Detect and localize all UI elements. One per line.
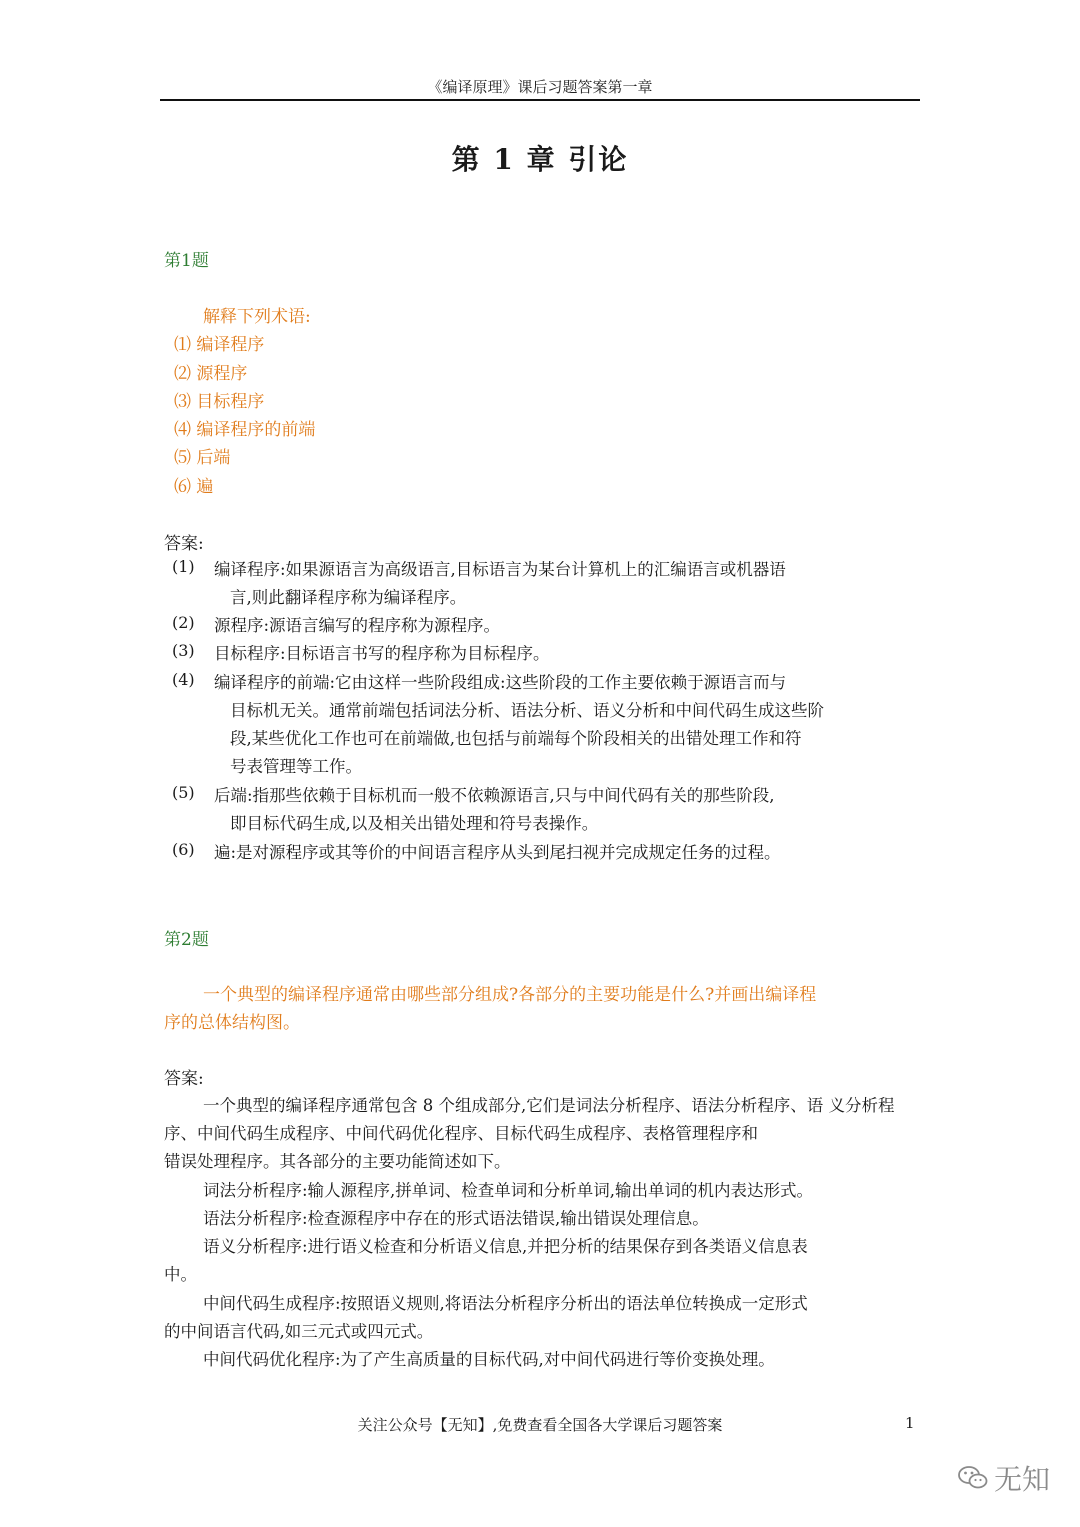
q1-term: ⑴ 编译程序: [174, 335, 265, 355]
q1-term: ⑵ 源程序: [174, 364, 248, 384]
answer-line: 即目标代码生成,以及相关出错处理和符号表操作。: [230, 814, 599, 833]
q1-prompt: 解释下列术语:: [203, 307, 311, 327]
q1-answer-label: 答案:: [164, 534, 204, 554]
answer-line: 后端:指那些依赖于目标机而一般不依赖源语言,只与中间代码有关的那些阶段,: [214, 786, 775, 805]
answer-line: 编译程序:如果源语言为高级语言,目标语言为某台计算机上的汇编语言或机器语: [214, 560, 786, 579]
answer-number: (1): [172, 557, 195, 576]
body-line: 语义分析程序:进行语义检查和分析语义信息,并把分析的结果保存到各类语义信息表: [203, 1237, 808, 1256]
answer-line: 编译程序的前端:它由这样一些阶段组成:这些阶段的工作主要依赖于源语言而与: [214, 673, 787, 692]
answer-number: (6): [172, 840, 195, 859]
q1-term: ⑹ 遍: [174, 477, 214, 497]
answer-number: (4): [172, 670, 195, 689]
answer-line: 遍:是对源程序或其等价的中间语言程序从头到尾扫视并完成规定任务的过程。: [214, 843, 781, 862]
answer-line: 目标机无关。通常前端包括词法分析、语法分析、语义分析和中间代码生成这些阶: [230, 701, 824, 720]
q1-term: ⑷ 编译程序的前端: [174, 420, 316, 440]
body-line: 一个典型的编译程序通常包含 8 个组成部分,它们是词法分析程序、语法分析程序、语 义分析程: [203, 1096, 895, 1115]
footer-text: 关注公众号【无知】,免费查看全国各大学课后习题答案: [357, 1416, 723, 1434]
answer-line: 目标程序:目标语言书写的程序称为目标程序。: [214, 644, 550, 663]
running-header: 《编译原理》课后习题答案第一章: [427, 78, 653, 96]
q2-prompt-line: 序的总体结构图。: [164, 1013, 300, 1033]
answer-line: 段,某些优化工作也可在前端做,也包括与前端每个阶段相关的出错处理工作和符: [230, 729, 802, 748]
wechat-icon: [958, 1465, 988, 1491]
body-line: 中。: [164, 1265, 197, 1284]
body-line: 序、中间代码生成程序、中间代码优化程序、目标代码生成程序、表格管理程序和: [164, 1124, 758, 1143]
q1-term: ⑶ 目标程序: [174, 392, 265, 412]
q1-term: ⑸ 后端: [174, 448, 231, 468]
q2-prompt-line: 一个典型的编译程序通常由哪些部分组成?各部分的主要功能是什么?并画出编译程: [203, 985, 817, 1005]
body-line: 词法分析程序:输人源程序,拼单词、检查单词和分析单词,输出单词的机内表达形式。: [203, 1181, 814, 1200]
answer-number: (5): [172, 783, 195, 802]
body-line: 的中间语言代码,如三元式或四元式。: [164, 1322, 434, 1341]
q2-title: 第2题: [164, 930, 209, 950]
answer-number: (3): [172, 641, 195, 660]
header-rule: [160, 99, 920, 101]
watermark: [958, 1458, 1050, 1498]
answer-line: 源程序:源语言编写的程序称为源程序。: [214, 616, 501, 635]
q1-title: 第1题: [164, 251, 209, 271]
body-line: 错误处理程序。其各部分的主要功能简述如下。: [164, 1152, 511, 1171]
body-line: 中间代码生成程序:按照语义规则,将语法分析程序分析出的语法单位转换成一定形式: [203, 1294, 808, 1313]
q2-answer-label: 答案:: [164, 1069, 204, 1089]
answer-line: 言,则此翻译程序称为编译程序。: [230, 588, 467, 607]
answer-line: 号表管理等工作。: [230, 757, 362, 776]
body-line: 语法分析程序:检查源程序中存在的形式语法错误,输出错误处理信息。: [203, 1209, 709, 1228]
answer-number: (2): [172, 613, 195, 632]
body-line: 中间代码优化程序:为了产生高质量的目标代码,对中间代码进行等价变换处理。: [203, 1350, 775, 1369]
chapter-title: 第 1 章 引论: [451, 143, 629, 176]
page-number: 1: [905, 1414, 915, 1432]
watermark-text: 无知: [994, 1463, 1051, 1496]
